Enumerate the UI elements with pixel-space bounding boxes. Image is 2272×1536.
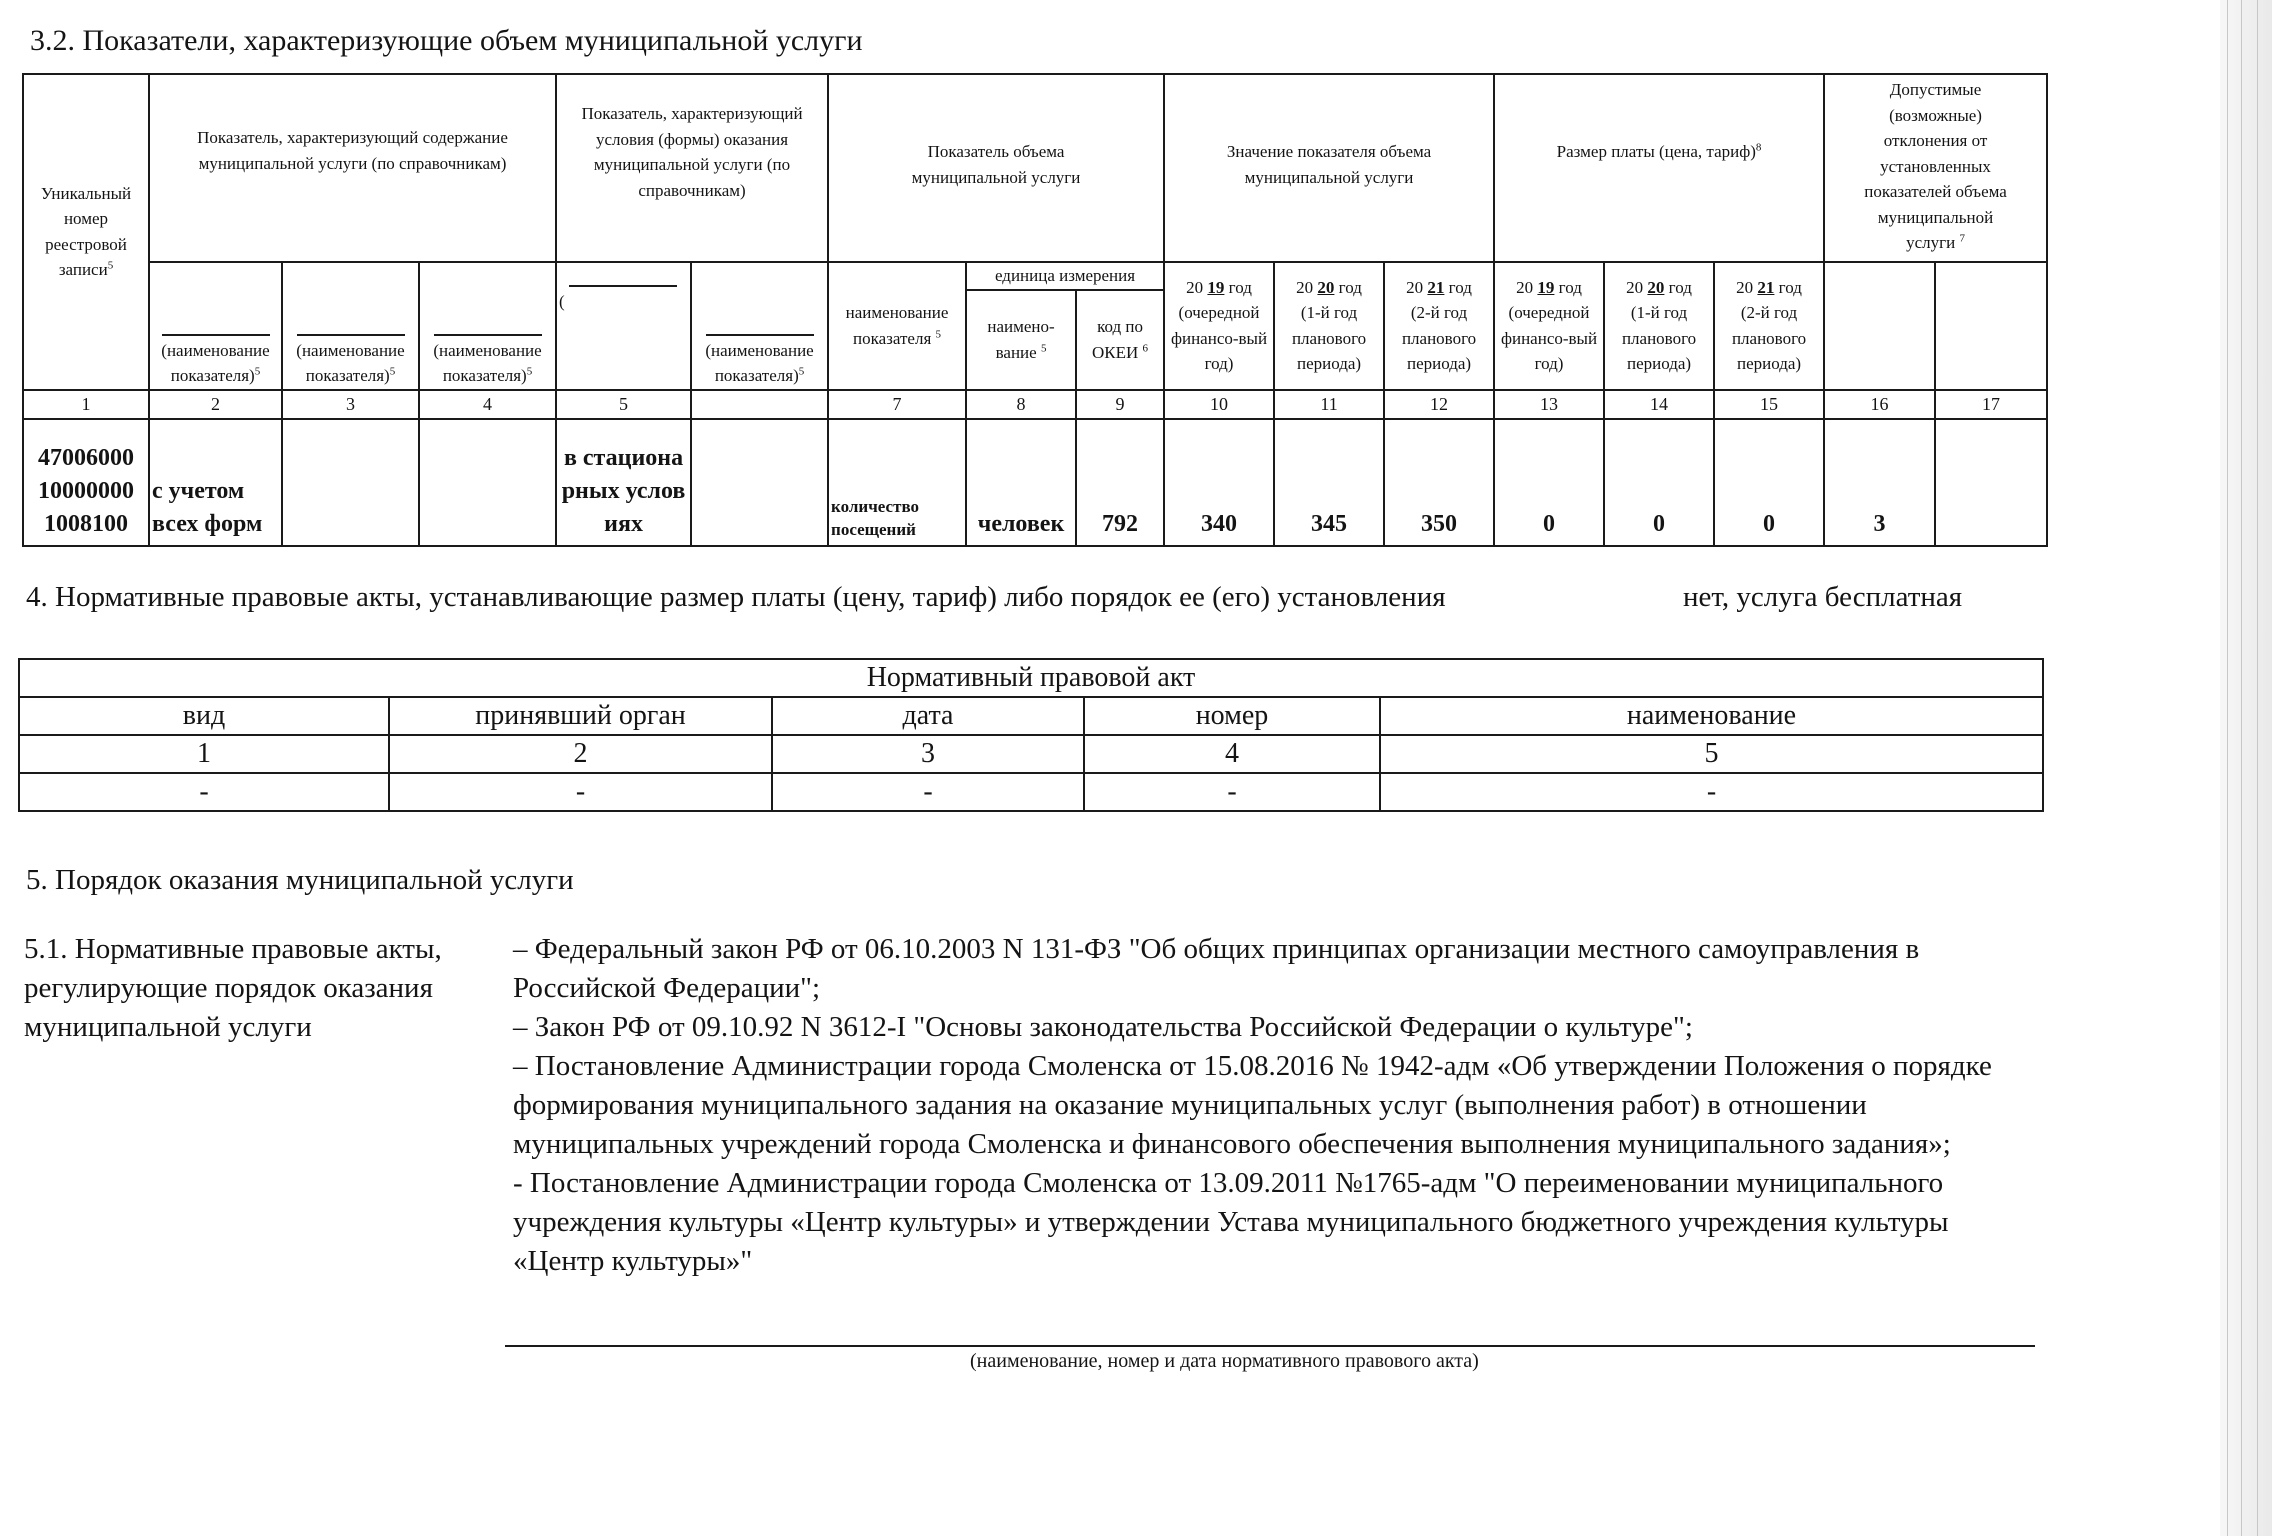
header-indicator-name-6: (наименование показателя)$^5$ <box>691 262 828 390</box>
column-number: 12 <box>1384 390 1494 419</box>
column-number: 7 <box>828 390 966 419</box>
header-fee-2021: 20 21 год (2-й год планового периода) <box>1714 262 1824 390</box>
value-2021: 350 <box>1384 419 1494 546</box>
legal-act-column-type: вид <box>19 697 389 735</box>
column-number: 17 <box>1935 390 2047 419</box>
column-number: 3 <box>282 390 419 419</box>
header-deviation-16 <box>1824 262 1935 390</box>
header-indicator-name-3: (наименование показателя)$^5$ <box>282 262 419 390</box>
signature-rule <box>505 1345 2035 1347</box>
legal-act-value: - <box>1084 773 1380 811</box>
empty-cell <box>691 419 828 546</box>
column-number: 4 <box>1084 735 1380 773</box>
header-unit-name: наимено-вание $^5$ <box>966 290 1076 390</box>
unit-name-value: человек <box>966 419 1076 546</box>
column-number: 5 <box>556 390 691 419</box>
legal-act-item: - Постановление Администрации города Смоленска от 13.09.2011 №1765-адм "О переименовании муниципального учреждения культуры «Центр культуры» и утверждении Устава муниципального бюджетного учреждения культуры «Центр культуры»" <box>513 1167 1949 1277</box>
column-number <box>691 390 828 419</box>
indicator-name-value: количество посещений <box>828 419 966 546</box>
header-okei-code: код по ОКЕИ $^6$ <box>1076 290 1164 390</box>
legal-act-table-title: Нормативный правовой акт <box>19 659 2043 697</box>
header-indicator-name-4: (наименование показателя)$^5$ <box>419 262 556 390</box>
fee-2020: 0 <box>1604 419 1714 546</box>
okei-value: 792 <box>1076 419 1164 546</box>
registry-number: 47006000 10000000 1008100 <box>23 419 149 546</box>
legal-act-item: – Федеральный закон РФ от 06.10.2003 N 131-ФЗ "Об общих принципах организации местного самоуправления в Российской Федерации"; <box>513 933 1920 1004</box>
empty-cell <box>1935 419 2047 546</box>
legal-act-item: – Постановление Администрации города Смоленска от 15.08.2016 № 1942-адм «Об утверждении Положения о порядке формирования муниципального задания на оказание муниципальных услуг (выполнения работ) в отношении муниципальных учреждений города Смоленска и финансового обеспечения выполнения муниципального задания»; <box>513 1050 1992 1160</box>
legal-acts-table <box>18 658 2044 812</box>
content-value: с учетом всех форм <box>149 419 282 546</box>
legal-act-value: - <box>1380 773 2043 811</box>
column-number: 2 <box>149 390 282 419</box>
column-number: 16 <box>1824 390 1935 419</box>
section-5-title: 5. Порядок оказания муниципальной услуги <box>26 864 574 896</box>
section-5-1-label: 5.1. Нормативные правовые акты, регулирующие порядок оказания муниципальной услуги <box>24 933 442 1043</box>
header-volume-2020: 20 20 год (1-й год планового периода) <box>1274 262 1384 390</box>
header-volume-indicator: Показатель объема муниципальной услуги <box>828 74 1164 262</box>
column-number: 1 <box>19 735 389 773</box>
column-number: 11 <box>1274 390 1384 419</box>
fee-2021: 0 <box>1714 419 1824 546</box>
column-number: 13 <box>1494 390 1604 419</box>
column-number: 15 <box>1714 390 1824 419</box>
fee-2019: 0 <box>1494 419 1604 546</box>
header-name-of-indicator: наименование показателя $^5$ <box>828 262 966 390</box>
column-number: 14 <box>1604 390 1714 419</box>
column-number: 4 <box>419 390 556 419</box>
legal-act-column-number: номер <box>1084 697 1380 735</box>
legal-act-value: - <box>389 773 772 811</box>
column-number: 9 <box>1076 390 1164 419</box>
column-numbers-row <box>23 390 2047 419</box>
empty-cell <box>282 419 419 546</box>
volume-indicators-table <box>22 73 2048 547</box>
legal-act-item: – Закон РФ от 09.10.92 N 3612-I "Основы законодательства Российской Федерации о культуре"; <box>513 1011 1693 1043</box>
conditions-value: в стационарных условиях <box>556 419 691 546</box>
legal-act-column-date: дата <box>772 697 1084 735</box>
column-number: 5 <box>1380 735 2043 773</box>
header-deviations: Допустимые (возможные) отклонения от установленных показателей объема муниципальной услуги $^7$ <box>1824 74 2047 262</box>
header-indicator-name-5: ( <box>556 262 691 390</box>
header-conditions-indicator: Показатель, характеризующий условия (формы) оказания муниципальной услуги (по справочникам) <box>556 74 828 262</box>
header-fee-2020: 20 20 год (1-й год планового периода) <box>1604 262 1714 390</box>
header-volume-value: Значение показателя объема муниципальной услуги <box>1164 74 1494 262</box>
section-3-2-title: 3.2. Показатели, характеризующие объем муниципальной услуги <box>30 24 863 57</box>
legal-act-value: - <box>772 773 1084 811</box>
page-edge-line <box>2241 0 2242 1536</box>
column-number: 10 <box>1164 390 1274 419</box>
header-content-indicator: Показатель, характеризующий содержание муниципальной услуги (по справочникам) <box>149 74 556 262</box>
legal-act-column-name: наименование <box>1380 697 2043 735</box>
value-2020: 345 <box>1274 419 1384 546</box>
legal-act-caption: (наименование, номер и дата нормативного правового акта) <box>970 1350 1479 1372</box>
header-fee-2019: 20 19 год (очередной финансо-вый год) <box>1494 262 1604 390</box>
column-number: 2 <box>389 735 772 773</box>
table-row <box>23 419 2047 546</box>
column-number: 3 <box>772 735 1084 773</box>
header-deviation-17 <box>1935 262 2047 390</box>
section-4-note: нет, услуга бесплатная <box>1683 581 1963 613</box>
section-4-title: 4. Нормативные правовые акты, устанавливающие размер платы (цену, тариф) либо порядок ее (его) установления <box>26 581 1446 613</box>
header-indicator-name-2: (наименование показателя)$^5$ <box>149 262 282 390</box>
legal-act-column-authority: принявший орган <box>389 697 772 735</box>
empty-cell <box>419 419 556 546</box>
header-fee-size: Размер платы (цена, тариф)$^8$ <box>1494 74 1824 262</box>
legal-act-value: - <box>19 773 389 811</box>
column-number: 1 <box>23 390 149 419</box>
header-unique-number: Уникальный номер реестровой записи$^5$ <box>23 74 149 390</box>
legal-acts-list <box>513 930 2043 1281</box>
header-volume-2019: 20 19 год (очередной финансо-вый год) <box>1164 262 1274 390</box>
header-volume-2021: 20 21 год (2-й год планового периода) <box>1384 262 1494 390</box>
header-unit: единица измерения <box>966 262 1164 290</box>
column-number: 8 <box>966 390 1076 419</box>
deviation-value: 3 <box>1824 419 1935 546</box>
value-2019: 340 <box>1164 419 1274 546</box>
page-edge-line <box>2257 0 2258 1536</box>
page-edge-line <box>2227 0 2228 1536</box>
